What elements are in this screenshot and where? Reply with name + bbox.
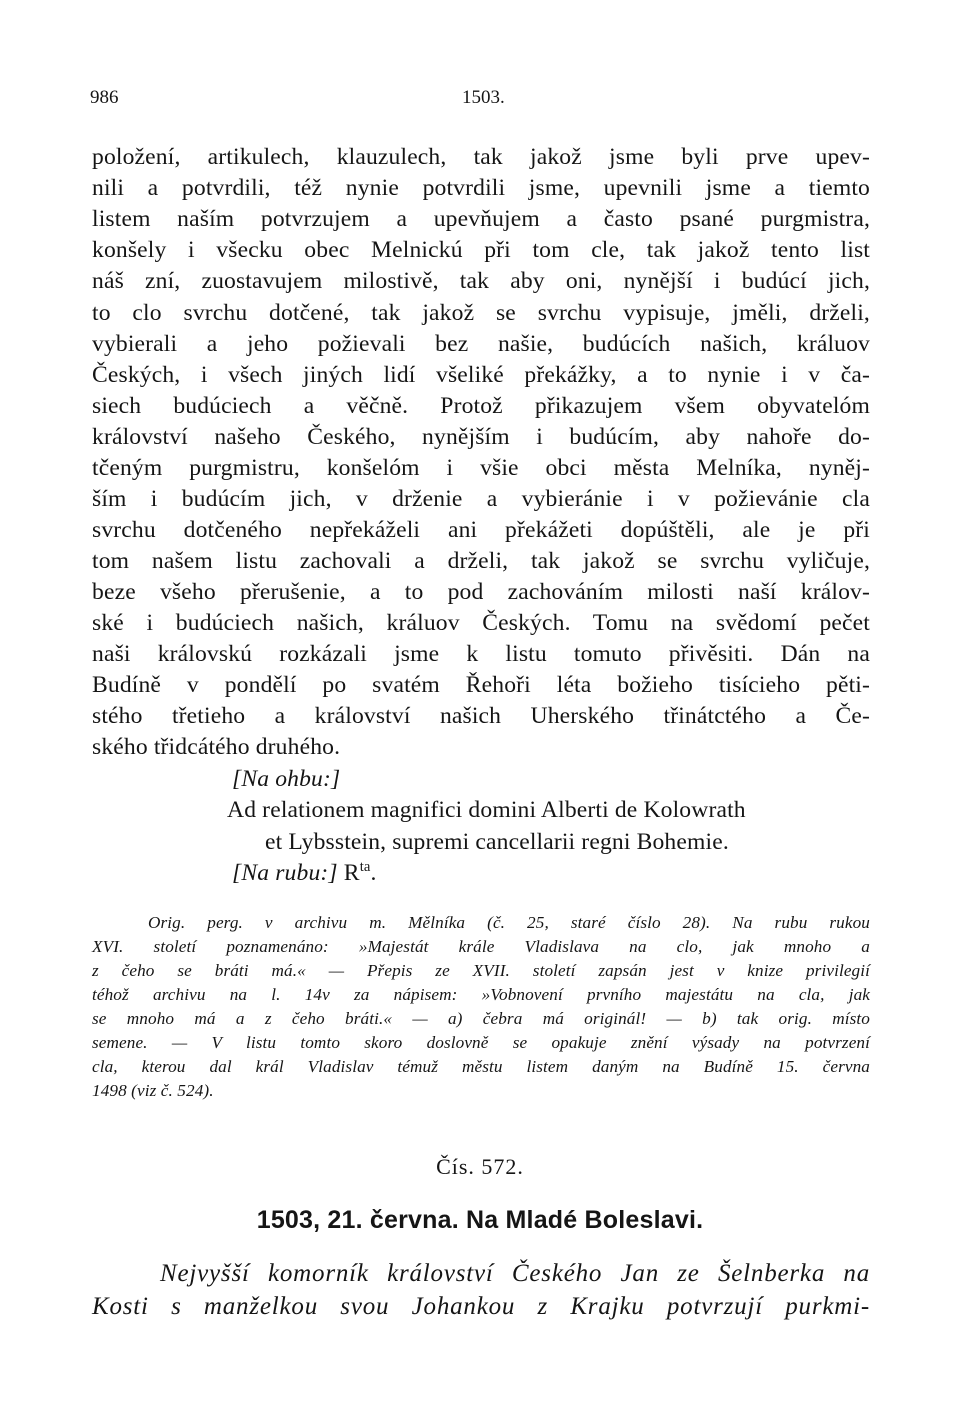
- text-line: Českých, i všech jiných lidí všeliké překážky, a to nynie i v ča-: [92, 362, 870, 388]
- fold-label: [Na ohbu:]: [232, 766, 341, 792]
- text-line: tom našem listu zachovali a drželi, tak jakož se svrchu vyličuje,: [92, 548, 870, 574]
- note-line: téhož archivu na l. 14v za nápisem: »Vobnovení prvního majestátu na cla, jak: [92, 985, 870, 1004]
- text-line: svrchu dotčeného nepřekáželi ani překážeti dopúštěli, ale je při: [92, 517, 870, 543]
- reverse-end: .: [370, 860, 377, 886]
- text-line: stého třetieho a království našich Uherského třinátctého a Če-: [92, 703, 870, 729]
- text-line: konšely i všecku obec Melnickú při tom cle, tak jakož tento list: [92, 237, 870, 263]
- note-line: se mnoho má a z čeho bráti.« — a) čebra má originál! — b) tak orig. místo: [92, 1009, 870, 1028]
- text-line: náš zní, zuostavujem milostivě, tak aby oni, nynější i budúcí jich,: [92, 268, 870, 294]
- abstract-line: Nejvyšší komorník království Českého Jan ze Šelnberka na: [160, 1260, 870, 1287]
- page-number: 986: [90, 87, 119, 108]
- fold-text: Ad relationem magnifici domini Alberti de Kolowrath: [227, 797, 746, 823]
- text-line: naši královskú rozkázali jsme k listu tomuto přivěsiti. Dán na: [92, 641, 870, 667]
- document-number: Čís. 572.: [436, 1154, 524, 1179]
- text-line: tčeným purgmistru, konšelóm i všie obci města Melníka, nyněj-: [92, 455, 870, 481]
- reverse-text: R: [343, 860, 360, 886]
- text-line: listem naším potvrzujem a upevňujem a často psané purgmistra,: [92, 206, 870, 232]
- note-line: z čeho se bráti má.« — Přepis ze XVII. století zapsán jest v knize privilegií: [92, 961, 870, 980]
- note-line: 1498 (viz č. 524).: [92, 1081, 214, 1100]
- reverse-label: [Na rubu:]: [232, 860, 338, 886]
- text-line: vybierali a jeho požievali bez našie, budúcích našich, králuov: [92, 331, 870, 357]
- note-line: Orig. perg. v archivu m. Mělníka (č. 25, staré číslo 28). Na rubu rukou: [148, 913, 870, 932]
- text-line: to clo svrchu dotčené, tak jakož se svrchu vypisuje, jměli, drželi,: [92, 300, 870, 326]
- note-line: semene. — V listu tomto skoro doslovně se opakuje znění výsady na potvrzení: [92, 1033, 870, 1052]
- text-line: ské i budúciech našich, králuov Českých. Tomu na svědomí pečet: [92, 610, 870, 636]
- running-year: 1503.: [462, 87, 505, 108]
- text-line: ského třidcátého druhého.: [92, 734, 341, 760]
- text-line: nili a potvrdili, též nynie potvrdili jsme, upevnili jsme a tiemto: [92, 175, 870, 201]
- reverse-endorsement: [232, 860, 377, 887]
- note-line: XVI. století poznamenáno: »Majestát krále Vladislava na clo, jak mnoho a: [92, 937, 870, 956]
- abstract-line: Kosti s manželkou svou Johankou z Krajku potvrzují purkmi-: [92, 1293, 870, 1320]
- text-line: království našeho Českého, nynějším i budúcím, aby nahoře do-: [92, 424, 870, 450]
- text-line: beze všeho přerušenie, a to pod zachováním milosti naší králov-: [92, 579, 870, 605]
- note-line: cla, kterou dal král Vladislav témuž městu listem daným na Budíně 15. června: [92, 1057, 870, 1076]
- text-line: položení, artikulech, klauzulech, tak jakož jsme byli prve upev-: [92, 144, 870, 170]
- fold-text: et Lybsstein, supremi cancellarii regni Bohemie.: [265, 829, 729, 855]
- text-line: Budíně v pondělí po svatém Řehoři léta božieho tisícieho pěti-: [92, 672, 870, 698]
- reverse-superscript: ta: [359, 859, 371, 876]
- text-line: siech budúciech a věčně. Protož přikazujem všem obyvatelóm: [92, 393, 870, 419]
- dateline: 1503, 21. června. Na Mladé Boleslavi.: [256, 1206, 704, 1234]
- text-line: ším i budúcím jich, v drženie a vybieránie i v požievánie cla: [92, 486, 870, 512]
